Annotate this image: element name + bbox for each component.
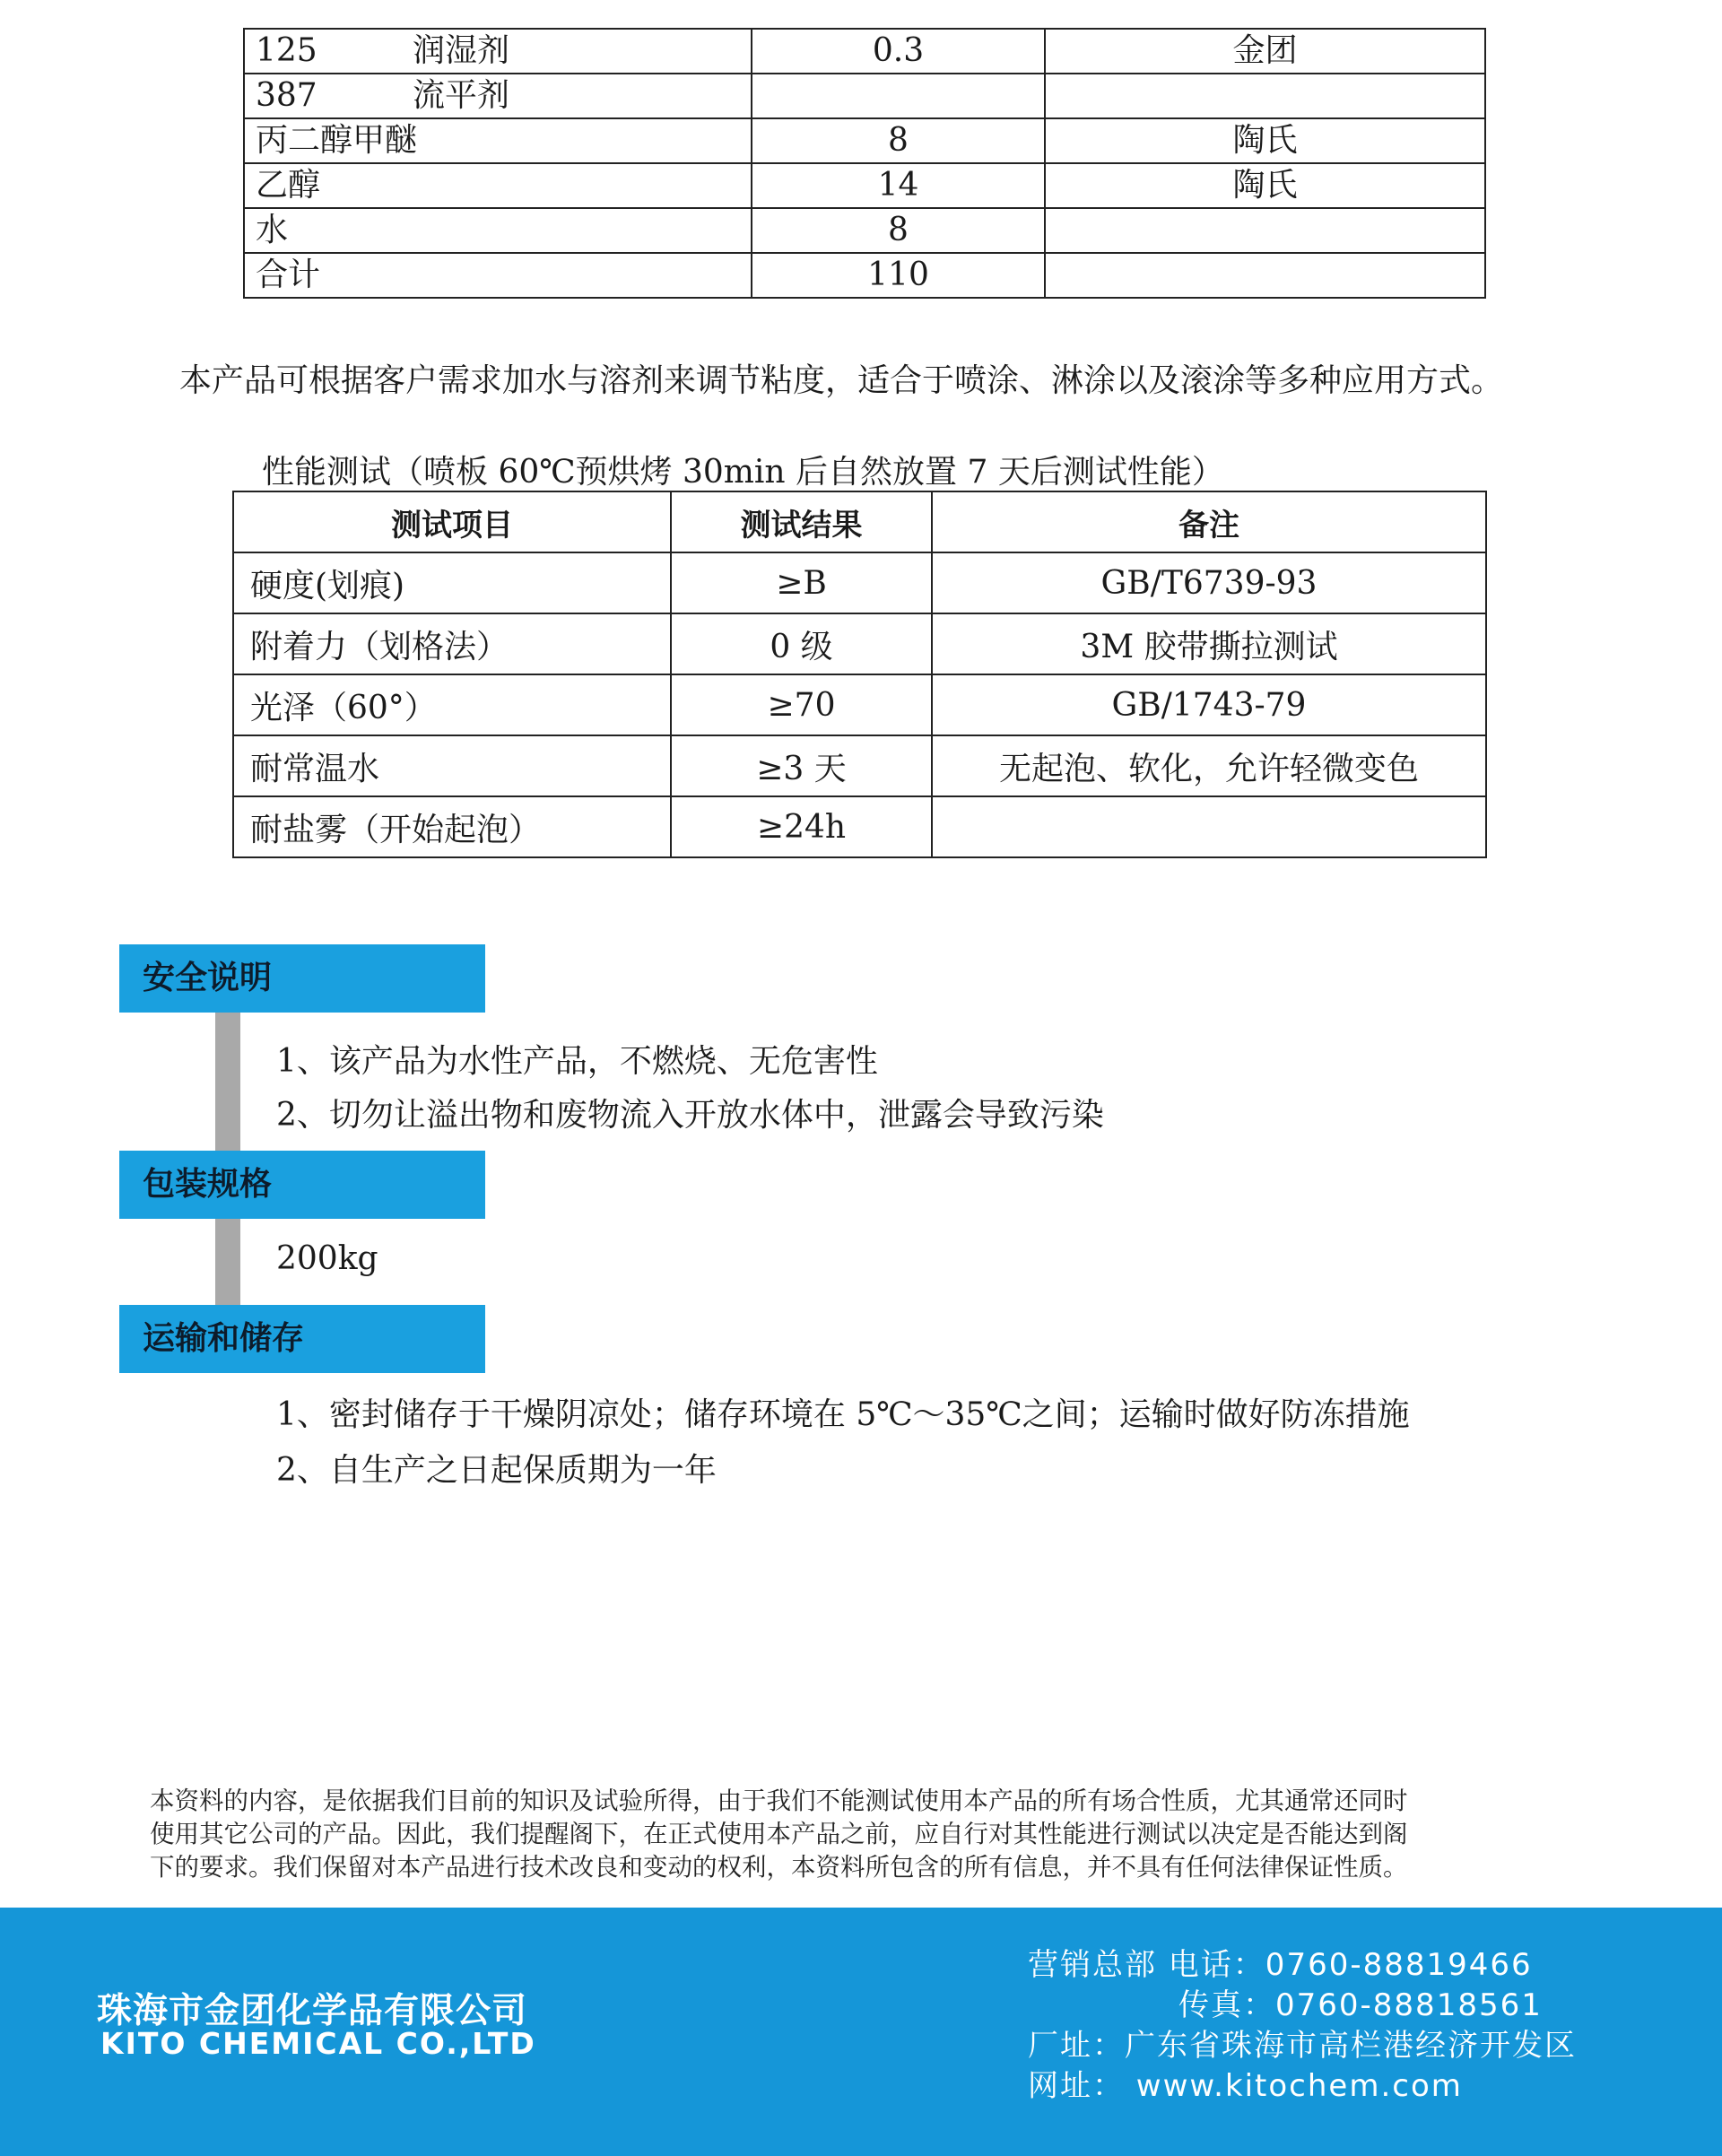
section-header-safety: 安全说明 [119, 944, 485, 1013]
table-row [233, 735, 1486, 796]
section-bar-packing [215, 1219, 240, 1305]
address-line: 厂址：广东省珠海市高栏港经济开发区 [1028, 2028, 1577, 2064]
total-amount-cell: 110 [752, 253, 1045, 298]
ingredient-cell [244, 74, 752, 118]
ingredient-cell: 水 [244, 208, 752, 253]
test-result-cell: ≥70 [671, 674, 932, 735]
supplier-cell: 陶氏 [1045, 118, 1485, 163]
table-row [233, 552, 1486, 613]
table-row [233, 674, 1486, 735]
footer-band [0, 1908, 1722, 2156]
amount-cell: 8 [752, 118, 1045, 163]
amount-cell [752, 74, 1045, 118]
supplier-cell [1045, 74, 1485, 118]
supplier-cell: 陶氏 [1045, 163, 1485, 208]
column-header: 测试项目 [233, 491, 671, 552]
performance-caption: 性能测试（喷板 60℃预烘烤 30min 后自然放置 7 天后测试性能） [262, 454, 1224, 491]
safety-line-1: 1、该产品为水性产品，不燃烧、无危害性 [276, 1043, 878, 1080]
disclaimer-line: 下的要求。我们保留对本产品进行技术改良和变动的权利，本资料所包含的所有信息，并不具有任何法律保证性质。 [150, 1853, 1408, 1882]
phone-line: 营销总部 电话：0760-88819466 [1028, 1947, 1533, 1983]
table-row [244, 118, 1485, 163]
supplier-cell: 金团 [1045, 29, 1485, 74]
test-note-cell: 3M 胶带撕拉测试 [932, 613, 1486, 674]
company-name-cn: 珠海市金团化学品有限公司 [97, 1991, 528, 2031]
test-item-cell: 耐常温水 [233, 735, 671, 796]
test-item-cell: 附着力（划格法） [233, 613, 671, 674]
disclaimer-line: 使用其它公司的产品。因此，我们提醒阁下，在正式使用本产品之前，应自行对其性能进行测试以决定是否能达到阁 [150, 1820, 1408, 1848]
test-item-cell: 硬度(划痕) [233, 552, 671, 613]
table-row [244, 29, 1485, 74]
section-bar-safety [215, 1013, 240, 1151]
ingredient-cell: 乙醇 [244, 163, 752, 208]
table-header-row [233, 491, 1486, 552]
table-row [233, 613, 1486, 674]
website-line[interactable]: 网址： www.kitochem.com [1028, 2068, 1463, 2104]
test-note-cell: GB/1743-79 [932, 674, 1486, 735]
test-item-cell: 光泽（60°） [233, 674, 671, 735]
transport-line-1: 1、密封储存于干燥阴凉处；储存环境在 5℃～35℃之间；运输时做好防冻措施 [276, 1396, 1410, 1433]
ingredient-code: 125 [256, 32, 317, 69]
company-name-en: KITO CHEMICAL CO.,LTD [100, 2026, 536, 2061]
test-result-cell: ≥B [671, 552, 932, 613]
ingredient-name: 流平剂 [413, 77, 510, 114]
packing-line-1: 200kg [276, 1240, 378, 1277]
table-row [244, 74, 1485, 118]
amount-cell: 8 [752, 208, 1045, 253]
test-item-cell: 耐盐雾（开始起泡） [233, 796, 671, 857]
ingredient-name: 润湿剂 [413, 32, 510, 69]
test-result-cell: ≥24h [671, 796, 932, 857]
column-header: 测试结果 [671, 491, 932, 552]
table-row [244, 208, 1485, 253]
amount-cell: 0.3 [752, 29, 1045, 74]
section-header-packing: 包装规格 [119, 1151, 485, 1219]
test-note-cell: GB/T6739-93 [932, 552, 1486, 613]
supplier-cell [1045, 253, 1485, 298]
test-note-cell [932, 796, 1486, 857]
supplier-cell [1045, 208, 1485, 253]
transport-line-2: 2、自生产之日起保质期为一年 [276, 1452, 717, 1489]
fax-line: 传真：0760-88818561 [1178, 1987, 1543, 2023]
safety-line-2: 2、切勿让溢出物和废物流入开放水体中，泄露会导致污染 [276, 1097, 1104, 1134]
ingredient-cell: 丙二醇甲醚 [244, 118, 752, 163]
test-note-cell: 无起泡、软化，允许轻微变色 [932, 735, 1486, 796]
contact-info [1028, 1945, 1577, 2107]
table-row [244, 163, 1485, 208]
formula-table [243, 28, 1486, 299]
test-result-cell: 0 级 [671, 613, 932, 674]
table-row [233, 796, 1486, 857]
total-label-cell: 合计 [244, 253, 752, 298]
performance-table [232, 491, 1487, 858]
section-header-transport: 运输和储存 [119, 1305, 485, 1373]
application-description: 本产品可根据客户需求加水与溶剂来调节粘度，适合于喷涂、淋涂以及滚涂等多种应用方式。 [179, 362, 1504, 399]
ingredient-cell [244, 29, 752, 74]
disclaimer-line: 本资料的内容，是依据我们目前的知识及试验所得，由于我们不能测试使用本产品的所有场合性质，尤其通常还同时 [150, 1787, 1408, 1815]
ingredient-code: 387 [256, 77, 317, 114]
disclaimer [150, 1785, 1585, 1884]
column-header: 备注 [932, 491, 1486, 552]
test-result-cell: ≥3 天 [671, 735, 932, 796]
table-row [244, 253, 1485, 298]
amount-cell: 14 [752, 163, 1045, 208]
